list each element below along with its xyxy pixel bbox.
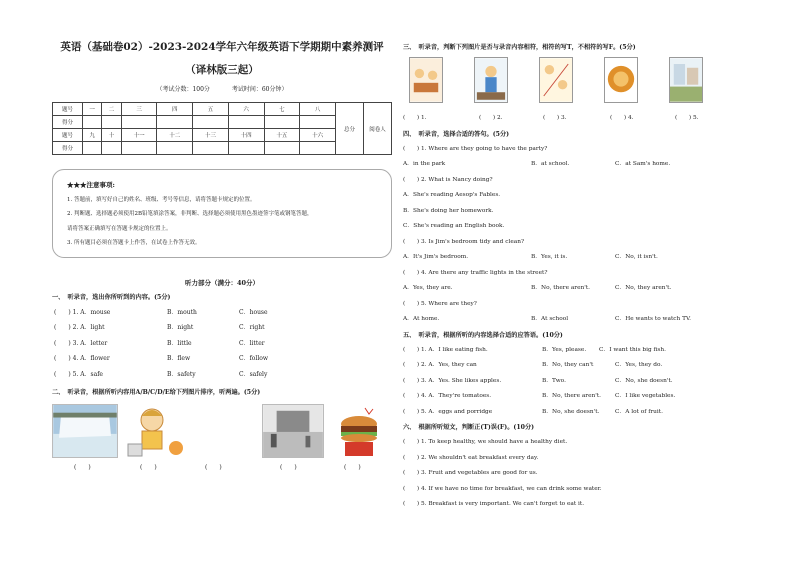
table-cell: 三	[121, 103, 157, 116]
score-blank[interactable]	[121, 142, 157, 155]
option-a[interactable]: A．At home.	[403, 316, 440, 322]
table-cell: 一	[83, 103, 102, 116]
statement-line	[403, 451, 763, 467]
option-b[interactable]: B．Yes, it is.	[531, 254, 568, 260]
notice-item: 3. 所有题目必须在答题卡上作答，在试卷上作答无效。	[67, 240, 201, 246]
option-c[interactable]: C．at Sam's home.	[615, 161, 671, 167]
option-b[interactable]: B．Yes, please.	[542, 346, 587, 353]
option-c[interactable]: C．right	[239, 324, 265, 331]
option-a[interactable]: ( ) 1. A．mouse	[54, 308, 111, 316]
option-c[interactable]: C．A lot of fruit.	[615, 408, 663, 415]
statement-line	[403, 497, 763, 513]
option-c[interactable]: C．litter	[239, 339, 265, 347]
table-cell: 五	[193, 103, 229, 116]
table-cell: 得分	[53, 142, 83, 155]
question-1-head: 一、 听录音，选出你所听到的内容。(5分)	[52, 293, 171, 301]
option-row	[52, 320, 392, 336]
score-blank[interactable]	[300, 116, 336, 129]
question-2-pictures	[52, 402, 392, 462]
table-cell: 十四	[228, 129, 264, 142]
option-b[interactable]: B．at school.	[531, 161, 570, 167]
statement-line	[403, 466, 763, 482]
table-cell: 七	[264, 103, 300, 116]
table-cell: 四	[157, 103, 193, 116]
question-5-head: 五、 听录音，根据所听的内容选择合适的应答语。(10分)	[403, 331, 563, 339]
option-row	[403, 389, 763, 405]
option-row	[403, 157, 763, 173]
question-text: ( ) 4. Are there any traffic lights in the street?	[403, 269, 548, 276]
score-blank[interactable]	[83, 142, 102, 155]
scorer-cell: 阅卷人	[364, 103, 392, 155]
question-line	[403, 142, 763, 158]
score-table	[52, 102, 392, 155]
score-blank[interactable]	[193, 142, 229, 155]
question-5-items	[403, 343, 763, 421]
question-6-items	[403, 435, 763, 513]
score-blank[interactable]	[300, 142, 336, 155]
table-cell: 十六	[300, 129, 336, 142]
option-b[interactable]: B．No, they can't	[542, 362, 594, 368]
score-blank[interactable]	[157, 116, 193, 129]
score-blank[interactable]	[157, 142, 193, 155]
option-row	[403, 188, 763, 204]
option-row	[52, 305, 392, 321]
exam-time: 考试时间：60分钟）	[231, 86, 288, 93]
waterfall-picture	[52, 404, 118, 458]
statement-text[interactable]: ( ) 3. Fruit and vegetables are good for us.	[403, 470, 538, 476]
question-1-options	[52, 305, 392, 383]
exam-score: （考试分数：100分	[156, 86, 210, 93]
option-a[interactable]: ( ) 5. A．eggs and porridge	[403, 408, 493, 415]
question-4-head: 四、 听录音，选择合适的答句。(5分)	[403, 130, 510, 138]
option-c[interactable]: C．He wants to watch TV.	[615, 316, 691, 322]
option-b[interactable]: B．mouth	[167, 308, 197, 316]
option-row	[403, 374, 763, 390]
question-line	[403, 235, 763, 251]
option-b[interactable]: B．At school	[531, 316, 569, 322]
option-b[interactable]: B．safety	[167, 370, 196, 378]
option-row	[52, 367, 392, 383]
option-a[interactable]: ( ) 4. A．They're tomatoes.	[403, 393, 492, 399]
statement-line	[403, 435, 763, 451]
answer-blank[interactable]: ( )	[140, 464, 157, 471]
street-scene-picture	[669, 57, 703, 103]
score-blank[interactable]	[102, 142, 121, 155]
option-b[interactable]: B．Two.	[542, 377, 566, 384]
table-cell: 十二	[157, 129, 193, 142]
answer-blank[interactable]: ( ) 4.	[610, 115, 634, 121]
right-column	[403, 40, 763, 513]
question-3-pictures	[403, 57, 763, 111]
question-line	[403, 266, 763, 282]
table-cell: 九	[83, 129, 102, 142]
option-row	[403, 250, 763, 266]
question-2-answer-blanks	[52, 462, 392, 476]
table-cell: 得分	[53, 116, 83, 129]
option-c[interactable]: C．No, it isn't.	[615, 254, 658, 260]
option-c[interactable]: C．I like vegetables.	[615, 393, 676, 399]
option-c[interactable]: C．I want this big fish.	[599, 346, 666, 353]
option-b[interactable]: B．No, there aren't.	[531, 285, 590, 291]
score-blank[interactable]	[228, 116, 264, 129]
statement-text[interactable]: ( ) 4. If we have no time for breakfast, we can drink some water.	[403, 485, 602, 492]
question-line	[403, 173, 763, 189]
table-cell: 六	[228, 103, 264, 116]
exam-meta	[52, 84, 392, 93]
option-c[interactable]: C．Yes, they do.	[615, 362, 663, 368]
question-text: ( ) 2. What is Nancy doing?	[403, 176, 493, 183]
score-blank[interactable]	[228, 142, 264, 155]
statement-text[interactable]: ( ) 5. Breakfast is very important. We can't forget to eat it.	[403, 501, 585, 507]
score-blank[interactable]	[193, 116, 229, 129]
answer-blank[interactable]: ( )	[74, 464, 91, 471]
notice-item: 请将答案正确填写在答题卡规定的位置上。	[67, 225, 172, 232]
question-6-head: 六、 根据所听短文，判断正(T)误(F)。(10分)	[403, 424, 535, 431]
question-text: ( ) 3. Is Jim's bedroom tidy and clean?	[403, 238, 525, 245]
option-a[interactable]: ( ) 3. A．letter	[54, 339, 108, 347]
option-a[interactable]: A．Yes, they are.	[403, 285, 453, 291]
option-a[interactable]: ( ) 2. A．Yes, they can	[403, 362, 477, 368]
question-3-head: 三、 听录音，判断下列图片是否与录音内容相符，相符的写T，不相符的写F。(5分)	[403, 44, 636, 51]
notice-item: 2. 判断题、选择题必须使用2B铅笔填涂答案，非判断、选择题必须使用黑色墨迹签字笔或钢笔答题，	[67, 211, 313, 217]
option-a[interactable]: ( ) 5. A．safe	[54, 370, 103, 378]
score-blank[interactable]	[83, 116, 102, 129]
score-blank[interactable]	[121, 116, 157, 129]
option-b[interactable]: B．flew	[167, 355, 191, 362]
boy-in-bedroom-picture	[474, 57, 508, 103]
option-b[interactable]: B．No, there aren't.	[542, 393, 601, 399]
notice-box	[52, 169, 392, 258]
answer-blank[interactable]: ( )	[344, 464, 361, 471]
exam-subtitle: （译林版三起）	[185, 64, 259, 76]
listening-section-title: 听力部分（满分：40分）	[184, 278, 260, 287]
option-c[interactable]: C．No, she doesn't.	[615, 377, 673, 384]
option-c[interactable]: C．No, they aren't.	[615, 285, 672, 291]
notice-item: 1. 答题前，填写好自己的姓名、班级、考号等信息，请将答题卡规定的位置。	[67, 196, 256, 203]
option-row	[403, 312, 763, 328]
exam-title: 英语（基础卷02）-2023-2024学年六年级英语下学期期中素养测评	[60, 41, 384, 53]
score-blank[interactable]	[264, 116, 300, 129]
option-row	[403, 204, 763, 220]
question-text: ( ) 5. Where are they?	[403, 300, 477, 307]
table-cell: 十一	[121, 129, 157, 142]
statement-text[interactable]: ( ) 2. We shouldn't eat breakfast every day.	[403, 454, 539, 461]
answer-blank[interactable]: ( ) 5.	[675, 115, 699, 121]
score-blank[interactable]	[102, 116, 121, 129]
option-row	[403, 358, 763, 374]
option-a[interactable]: ( ) 2. A．light	[54, 324, 105, 331]
lion-picture	[604, 57, 638, 103]
option-b[interactable]: B．night	[167, 324, 194, 331]
answer-blank[interactable]: ( )	[205, 464, 222, 471]
table-cell: 二	[102, 103, 121, 116]
option-c[interactable]: C．house	[239, 308, 268, 316]
boy-brushing-teeth-picture	[122, 404, 186, 458]
option-row	[403, 405, 763, 421]
statement-line	[403, 482, 763, 498]
table-cell: 题号	[53, 103, 83, 116]
total-cell: 总分	[336, 103, 364, 155]
option-b[interactable]: B．She's doing her homework.	[403, 207, 494, 214]
answer-blank[interactable]: ( ) 3.	[543, 115, 567, 121]
option-c[interactable]: C．safely	[239, 370, 268, 378]
table-cell: 题号	[53, 129, 83, 142]
question-4-items	[403, 142, 763, 328]
table-cell: 十五	[264, 129, 300, 142]
option-row	[403, 219, 763, 235]
answer-blank[interactable]: ( ) 1.	[403, 115, 427, 121]
hamburger-fries-picture	[335, 404, 383, 458]
option-row	[52, 351, 392, 367]
question-text: ( ) 1. Where are they going to have the party?	[403, 145, 548, 152]
option-b[interactable]: B．little	[167, 339, 192, 347]
option-b[interactable]: B．No, she doesn't.	[542, 408, 600, 415]
option-c[interactable]: C．She's reading an English book.	[403, 223, 505, 229]
question-2-head: 二、 听录音，根据所听内容用A/B/C/D/E给下列图片排序，听两遍。(5分)	[52, 389, 261, 396]
option-row	[52, 336, 392, 352]
option-a[interactable]: A．It's Jim's bedroom.	[403, 254, 469, 260]
classroom-picture	[409, 57, 443, 103]
table-cell: 十三	[193, 129, 229, 142]
table-cell: 八	[300, 103, 336, 116]
option-row	[403, 281, 763, 297]
question-line	[403, 297, 763, 313]
kids-playing-picture	[539, 57, 573, 103]
answer-blank[interactable]: ( ) 2.	[479, 115, 503, 121]
option-a[interactable]: A．in the park	[403, 161, 446, 167]
statement-text[interactable]: ( ) 1. To keep healthy, we should have a healthy diet.	[403, 439, 568, 445]
option-row	[403, 343, 763, 359]
city-street-picture	[262, 404, 324, 458]
answer-blank[interactable]: ( )	[280, 464, 297, 471]
option-a[interactable]: ( ) 3. A．Yes. She likes apples.	[403, 377, 502, 384]
option-a[interactable]: ( ) 4. A．flower	[54, 355, 110, 362]
option-a[interactable]: A．She's reading Aesop's Fables.	[403, 192, 501, 198]
notice-title: ★★★注意事项:	[67, 181, 115, 189]
option-a[interactable]: ( ) 1. A．I like eating fish.	[403, 346, 488, 353]
option-c[interactable]: C．follow	[239, 355, 269, 362]
table-cell: 十	[102, 129, 121, 142]
left-column	[52, 40, 392, 476]
score-blank[interactable]	[264, 142, 300, 155]
question-3-answer-blanks	[403, 111, 763, 127]
